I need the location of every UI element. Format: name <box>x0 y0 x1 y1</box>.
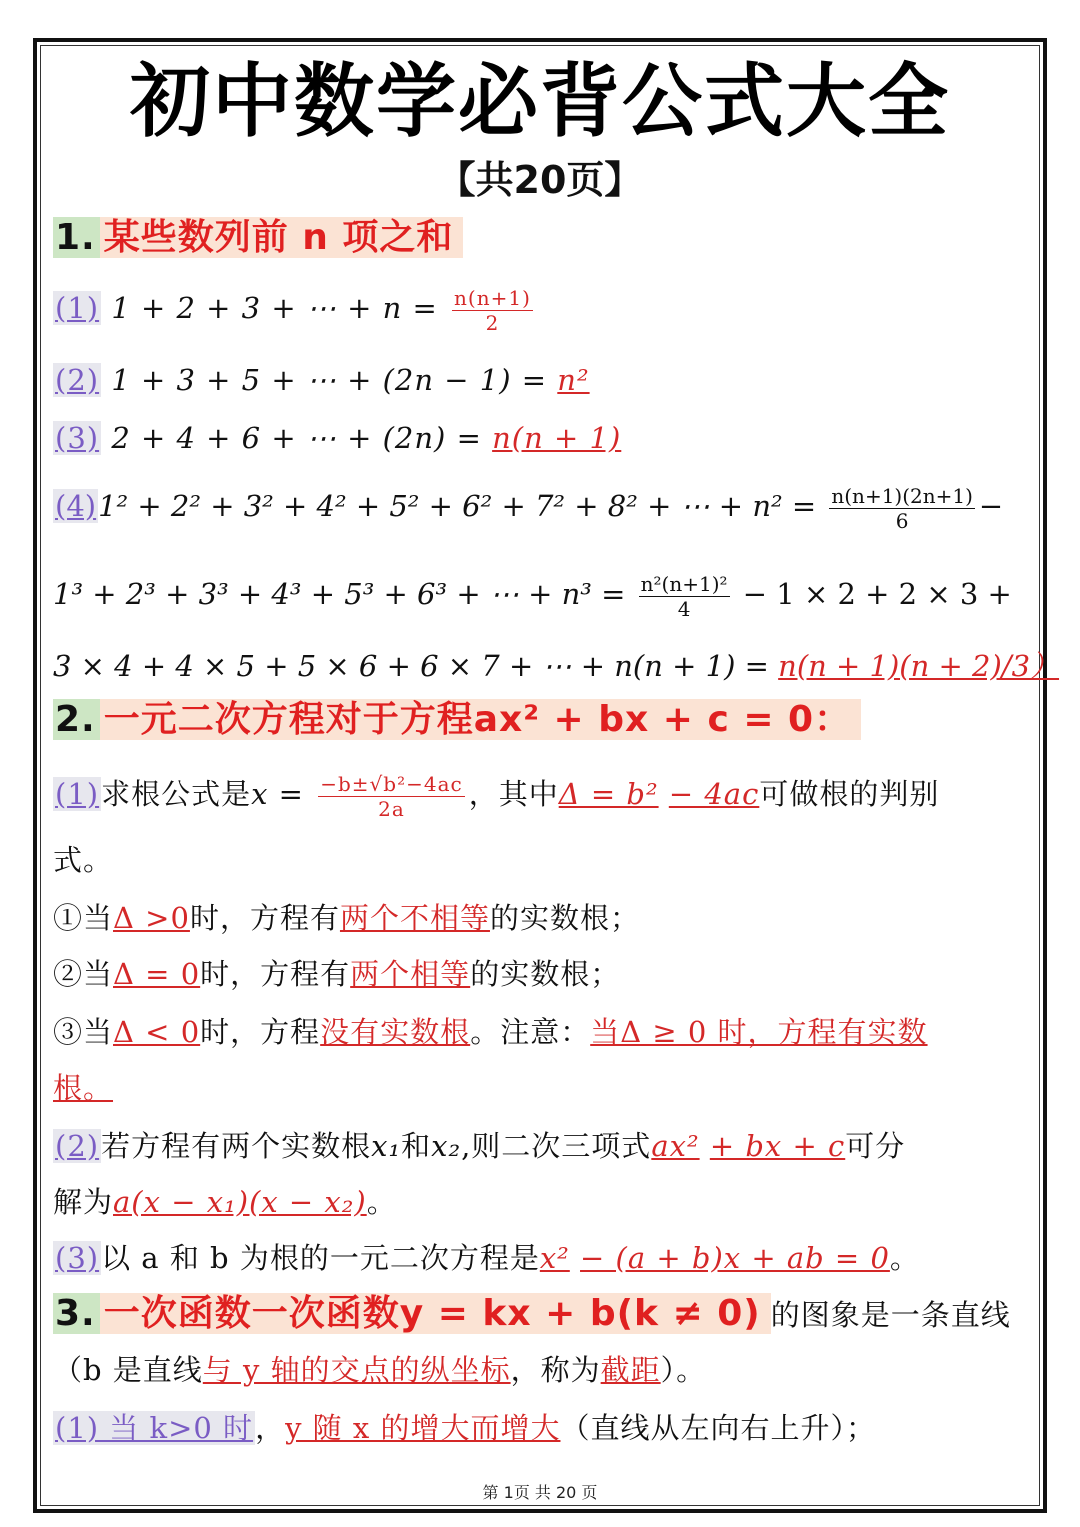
text: 若方程有两个实数根 <box>101 1129 372 1163</box>
item-number: (1) <box>55 291 100 325</box>
formula-answer: n(n + 1)(n + 2)/3） <box>778 649 1060 683</box>
discriminant-answer: Δ = b² <box>558 777 659 811</box>
answer: + bx + c <box>709 1129 846 1163</box>
case-1 <box>53 894 1034 942</box>
answer: ax² <box>651 1129 700 1163</box>
section-2-heading <box>53 696 1034 744</box>
fraction-numerator: n²(n+1)² <box>640 571 728 596</box>
formula-3-1 <box>53 1404 1034 1452</box>
answer: Δ < 0 <box>113 1015 201 1049</box>
formula-lhs: 1³ + 2³ + 3³ + 4³ + 5³ + 6³ + ⋯ + n³ = <box>53 577 626 611</box>
formula-1-6 <box>53 642 1060 690</box>
answer: 两个不相等 <box>339 901 490 935</box>
formula-answer: n² <box>557 363 590 397</box>
section-title: 一次函数一次函数y = kx + b(k ≠ 0) <box>100 1293 771 1334</box>
text: ， <box>255 1411 286 1445</box>
formula-tail: − <box>978 489 1004 523</box>
item-number: (4) <box>55 489 97 523</box>
formula-lhs: 1 + 2 + 3 + ⋯ + n = <box>111 291 438 325</box>
item-number: (2) <box>55 1129 100 1163</box>
item-number: (3) <box>55 421 100 455</box>
root-formula-fraction <box>318 772 465 821</box>
page-title: 初中数学必背公式大全 <box>130 55 950 148</box>
formula-2-1 <box>53 770 1034 821</box>
formula-1-5 <box>53 570 1034 621</box>
math-x1: x₁ <box>371 1129 402 1163</box>
answer: 两个相等 <box>350 957 471 991</box>
page-subtitle: 【共20页】 <box>437 158 643 202</box>
page-footer: 第 1页 共 20 页 <box>482 1483 598 1502</box>
text: 时，方程有 <box>189 901 340 935</box>
text: 解为 <box>53 1185 114 1219</box>
fraction-numerator: n(n+1) <box>454 285 531 310</box>
text: （b 是直线 <box>53 1353 203 1387</box>
answer: 截距 <box>600 1353 661 1387</box>
text: 。注意： <box>470 1015 591 1049</box>
answer: 没有实数根 <box>320 1015 471 1049</box>
fraction-numerator: −b±√b²−4ac <box>320 771 463 796</box>
formula-1-1 <box>53 284 1034 335</box>
fraction-denominator: 2a <box>378 796 405 821</box>
fraction-denominator: 2 <box>485 310 500 335</box>
answer: y 随 x 的增大而增大 <box>285 1411 561 1445</box>
discriminant-answer: − 4ac <box>668 777 760 811</box>
section-number: 1. <box>53 217 100 258</box>
answer: 与 y 轴的交点的纵坐标 <box>202 1353 511 1387</box>
text: 时，方程 <box>200 1015 321 1049</box>
item-number: (3) <box>55 1241 100 1275</box>
text: ①当 <box>53 901 114 935</box>
text: （直线从左向右上升）； <box>560 1411 876 1445</box>
text: 的实数根； <box>470 957 621 991</box>
case-3 <box>53 1008 1034 1056</box>
formula-lhs: 1 + 3 + 5 + ⋯ + (2n − 1) = <box>111 363 548 397</box>
formula-lhs: 3 × 4 + 4 × 5 + 5 × 6 + 6 × 7 + ⋯ + n(n + 1) = <box>53 649 769 683</box>
text: 的实数根； <box>489 901 640 935</box>
formula-answer: n(n + 1) <box>492 421 622 455</box>
text: 。 <box>889 1241 920 1275</box>
section-number: 3. <box>53 1293 100 1334</box>
math-x2: x₂ <box>431 1129 462 1163</box>
answer: Δ >0 <box>113 901 190 935</box>
text: ,则二次三项式 <box>461 1129 652 1163</box>
case-2 <box>53 950 1034 998</box>
case-3-wrap <box>53 1064 1034 1112</box>
formula-tail: − 1 × 2 + 2 × 3 + <box>742 577 1012 611</box>
fraction-numerator: n(n+1)(2n+1) <box>831 483 973 508</box>
text: ②当 <box>53 957 114 991</box>
item-number: (1) 当 k>0 时 <box>55 1411 254 1445</box>
answer: Δ = 0 <box>113 957 201 991</box>
formula-2-2-wrap <box>53 1178 1034 1226</box>
answer: x² <box>539 1241 570 1275</box>
answer: 当Δ ≥ 0 时，方程有实数 <box>590 1015 928 1049</box>
text: 以 a 和 b 为根的一元二次方程是 <box>101 1241 540 1275</box>
text: 和 <box>401 1129 432 1163</box>
fraction-denominator: 4 <box>677 596 691 621</box>
text: ③当 <box>53 1015 114 1049</box>
text: 求根公式是 <box>101 777 252 811</box>
answer: − (a + b)x + ab = 0 <box>580 1241 890 1275</box>
formula-1-4 <box>53 482 1034 533</box>
section-number: 2. <box>53 699 100 740</box>
formula-1-3 <box>53 414 1034 462</box>
formula-lhs: 1² + 2² + 3² + 4² + 5² + 6² + 7² + 8² + ⋯ + n² = <box>98 489 817 523</box>
math-x: x = <box>251 777 304 811</box>
text-line: 式。 <box>53 843 114 877</box>
section-3-line-2 <box>53 1346 1034 1394</box>
formula-2-2 <box>53 1122 1034 1170</box>
text: ）。 <box>660 1353 707 1387</box>
formula-fraction <box>829 484 975 533</box>
item-number: (2) <box>55 363 100 397</box>
section-title: 一元二次方程对于方程ax² + bx + c = 0： <box>100 699 861 740</box>
text: 可分 <box>845 1129 906 1163</box>
section-3-heading <box>53 1290 1034 1339</box>
text: ，其中 <box>468 777 559 811</box>
text: ，称为 <box>510 1353 601 1387</box>
formula-1-2 <box>53 356 1034 404</box>
answer: a(x − x₁)(x − x₂) <box>113 1185 367 1219</box>
section-title: 某些数列前 n 项之和 <box>100 217 464 258</box>
formula-2-3 <box>53 1234 1034 1282</box>
fraction-denominator: 6 <box>895 508 909 533</box>
text: 的图象是一条直线 <box>770 1298 1011 1332</box>
answer: 根。 <box>53 1071 114 1105</box>
section-1-heading <box>53 214 1034 262</box>
item-number: (1) <box>55 777 100 811</box>
formula-fraction <box>639 572 730 621</box>
answer-fraction <box>452 286 533 335</box>
text: 。 <box>366 1185 397 1219</box>
formula-lhs: 2 + 4 + 6 + ⋯ + (2n) = <box>111 421 482 455</box>
text: 时，方程有 <box>200 957 351 991</box>
text: 可做根的判别 <box>759 777 940 811</box>
